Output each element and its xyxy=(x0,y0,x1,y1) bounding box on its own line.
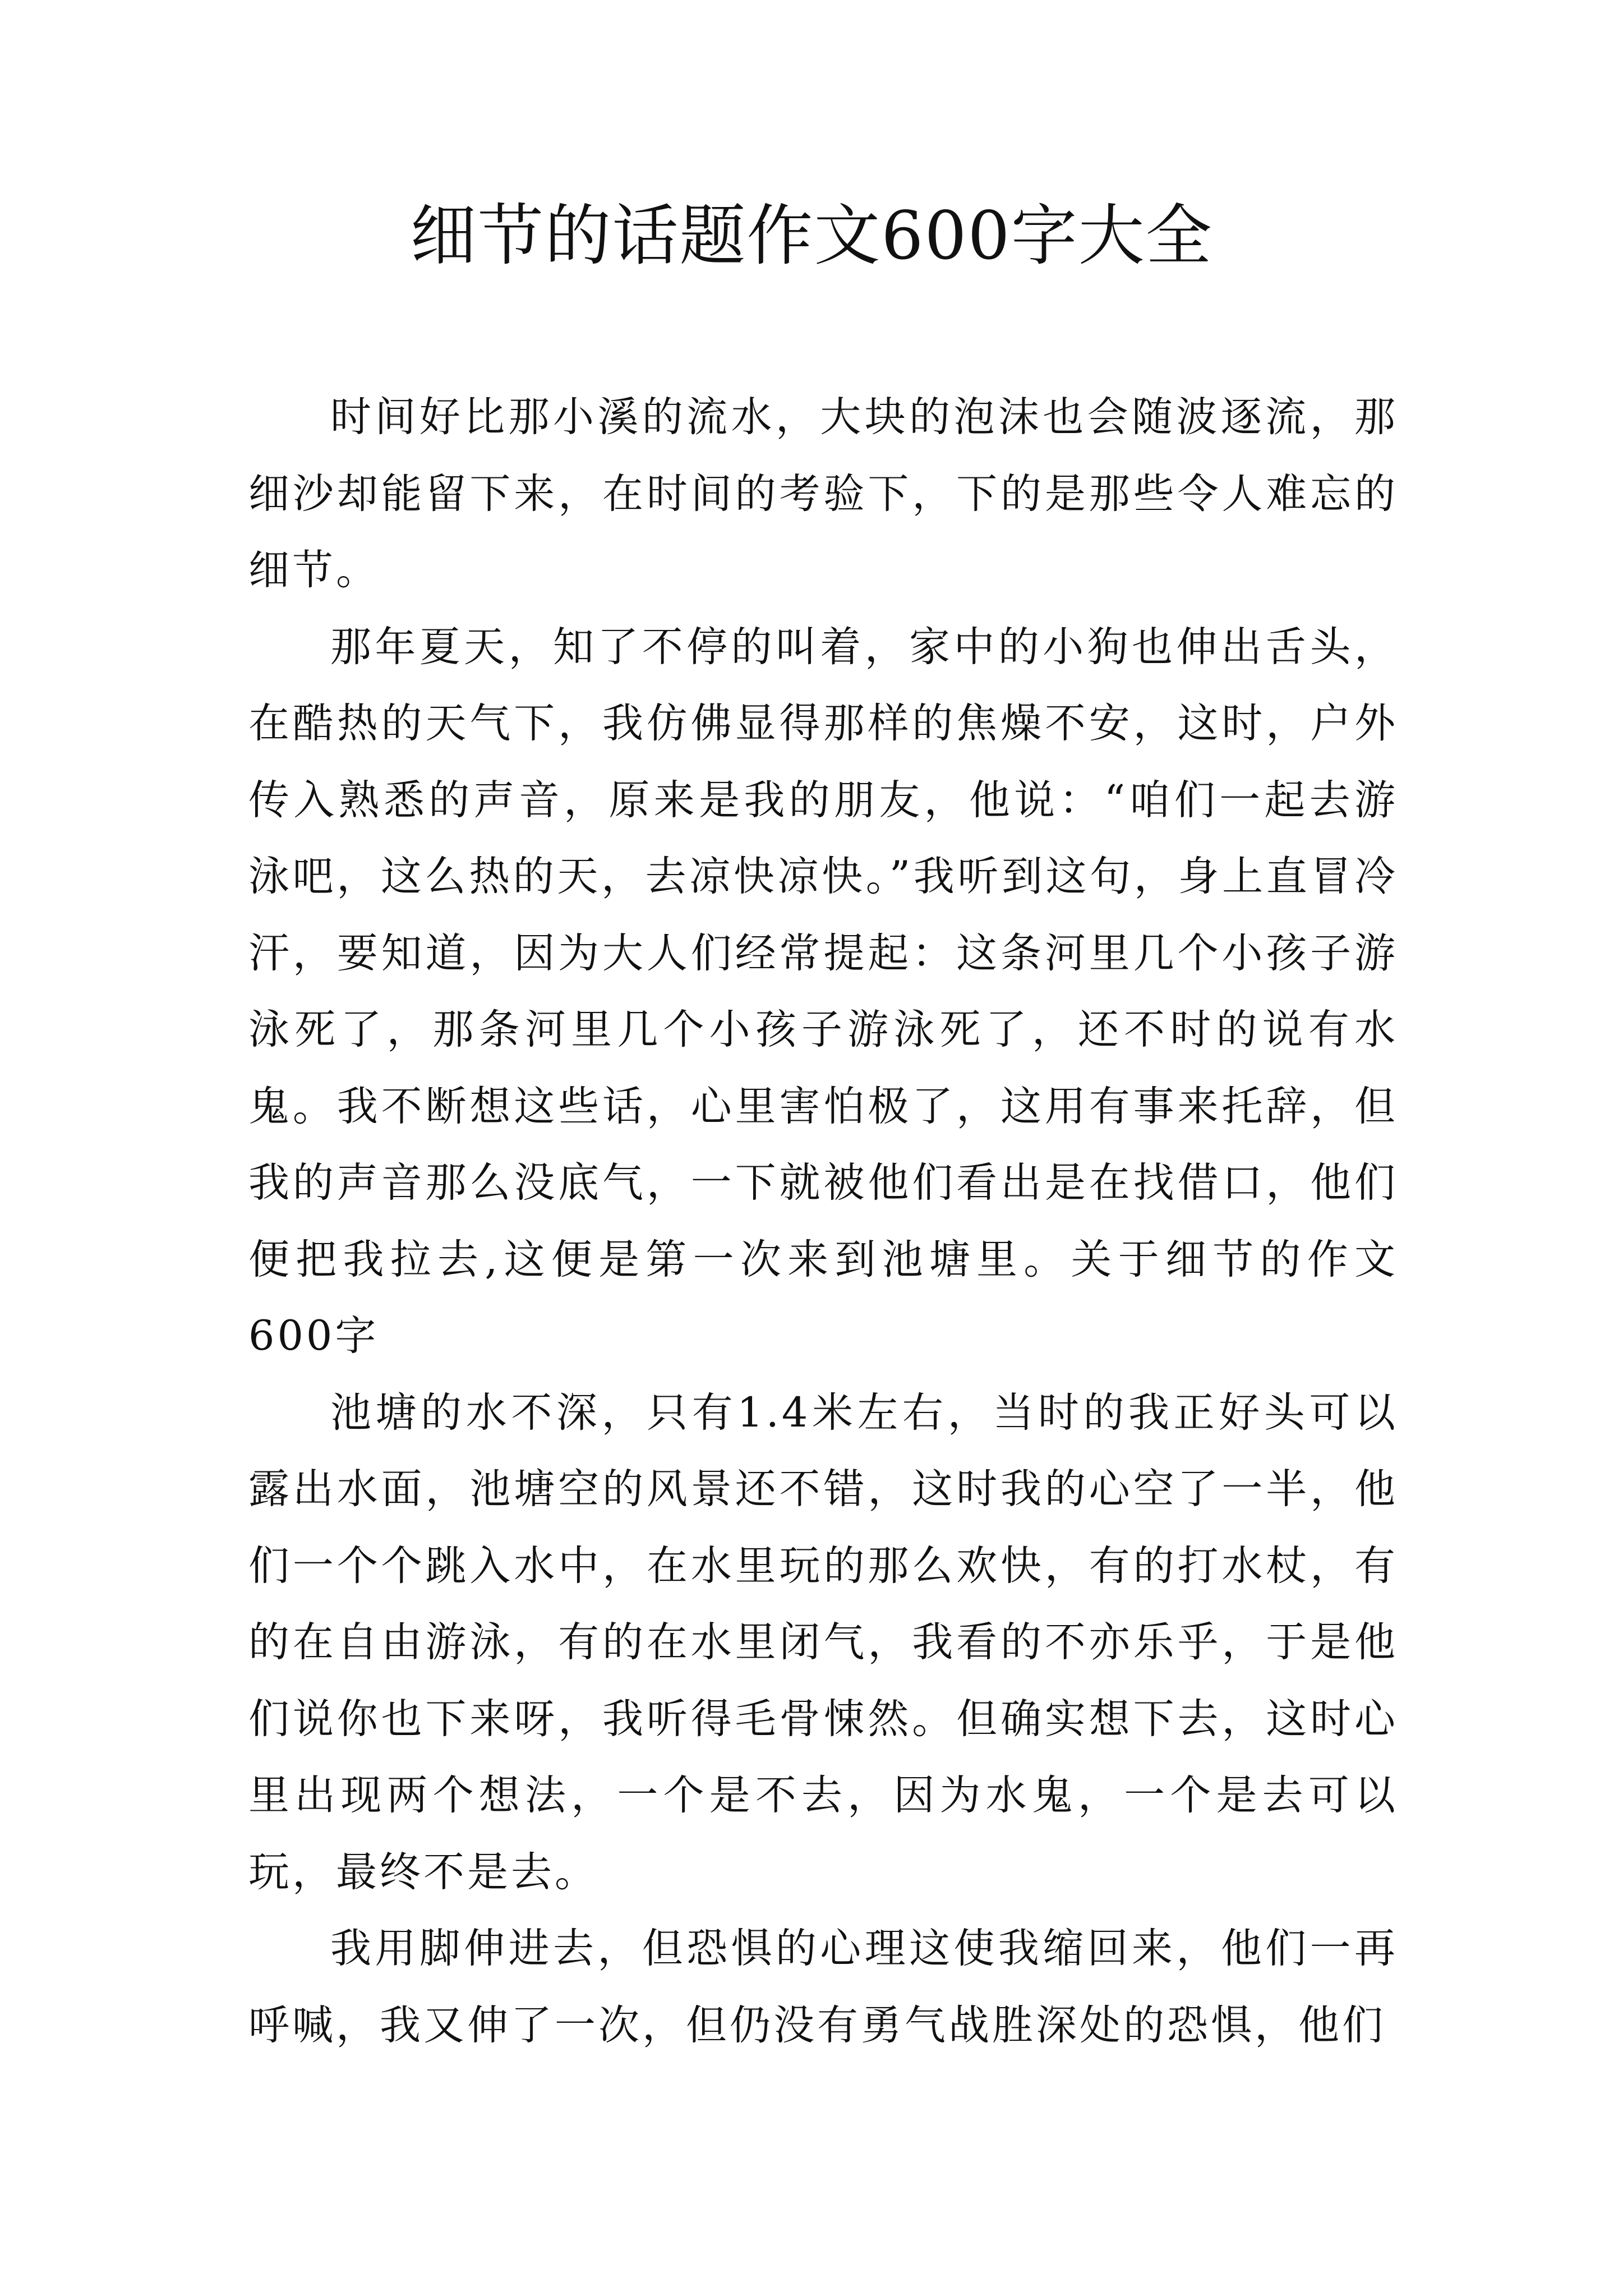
paragraph-3: 池塘的水不深，只有1.4米左右，当时的我正好头可以露出水面，池塘空的风景还不错，这时我的心空了一半，他们一个个跳入水中，在水里玩的那么欢快，有的打水杖，有的在自由游泳，有的在水里闭气，我看的不亦乐乎，于是他们说你也下来呀，我听得毛骨悚然。但确实想下去，这时心里出现两个想法，一个是不去，因为水鬼，一个是去可以玩，最终不是去。 xyxy=(248,1388,1398,1896)
document-title: 细节的话题作文600字大全 xyxy=(410,197,1213,274)
paragraph-2: 那年夏天，知了不停的叫着，家中的小狗也伸出舌头，在酷热的天气下，我仿佛显得那样的焦燥不安，这时，户外传入熟悉的声音，原来是我的朋友，他说：“咱们一起去游泳吧，这么热的天，去凉快凉快。”我听到这句，身上直冒冷汗，要知道，因为大人们经常提起：这条河里几个小孩子游泳死了，那条河里几个小孩子游泳死了，还不时的说有水鬼。我不断想这些话，心里害怕极了，这用有事来托辞，但我的声音那么没底气，一下就被他们看出是在找借口，他们便把我拉去,这便是第一次来到池塘里。关于细节的作文600字 xyxy=(248,623,1398,1360)
document-body xyxy=(248,379,1398,2064)
paragraph-1: 时间好比那小溪的流水，大块的泡沫也会随波逐流，那细沙却能留下来，在时间的考验下，下的是那些令人难忘的细节。 xyxy=(248,393,1398,594)
paragraph-4: 我用脚伸进去，但恐惧的心理这使我缩回来，他们一再呼喊，我又伸了一次，但仍没有勇气战胜深处的恐惧，他们 xyxy=(248,1925,1398,2049)
